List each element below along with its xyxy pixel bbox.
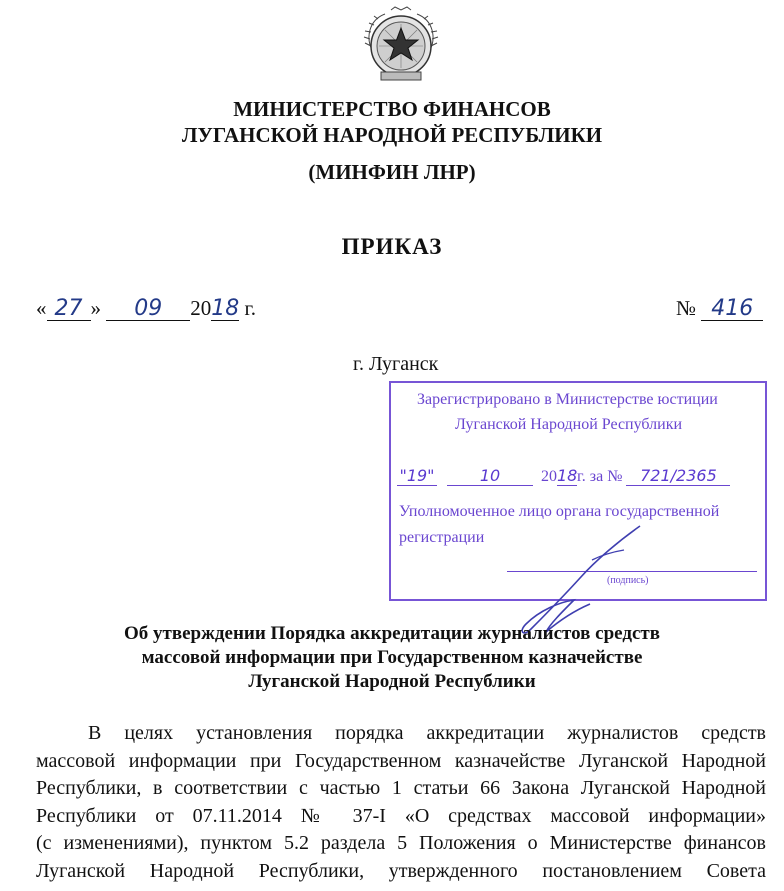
stamp-line1: Зарегистрировано в Министерстве юстиции: [417, 391, 718, 408]
stamp-signature-caption: (подпись): [607, 575, 649, 586]
date-year-unit: г.: [244, 296, 256, 320]
date-month: 09: [106, 298, 190, 321]
body-line: В целях установления порядка аккредитации журналистов средств: [88, 722, 766, 744]
stamp-month: 10: [447, 467, 533, 486]
body-line: Луганской Народной Республики, утвержденного постановлением Совета: [36, 859, 766, 882]
stamp-line2: Луганской Народной Республики: [455, 416, 683, 433]
ministry-short-name: (МИНФИН ЛНР): [308, 160, 476, 184]
title-line1: Об утверждении Порядка аккредитации журналистов средств: [124, 623, 660, 644]
stamp-number-label: за №: [589, 468, 623, 485]
ministry-line1: МИНИСТЕРСТВО ФИНАНСОВ: [233, 97, 551, 121]
body-line: Республики от 07.11.2014 № 37-I «О средствах массовой информации»: [36, 804, 766, 827]
body-line: (с изменениями), пунктом 5.2 раздела 5 Положения о Министерстве финансов: [36, 832, 766, 854]
stamp-date-line: [397, 467, 730, 486]
body-line: массовой информации при Государственном казначействе Луганской Народной: [36, 749, 766, 772]
number-value: 416: [701, 298, 763, 321]
date-close-quote: »: [90, 296, 101, 320]
date-day: 27: [47, 298, 91, 321]
number-sign: №: [676, 296, 697, 320]
document-type: ПРИКАЗ: [341, 234, 443, 259]
stamp-line4: Уполномоченное лицо органа государственной: [399, 503, 720, 520]
stamp-day: "19": [397, 467, 437, 486]
date-year-suffix: 18: [211, 296, 240, 321]
order-date: [36, 296, 256, 321]
body-line: Республики, в соответствии с частью 1 статьи 66 Закона Луганской Народной: [36, 777, 766, 799]
body-text: [36, 720, 766, 885]
state-emblem-icon: [359, 6, 443, 86]
ministry-line2: ЛУГАНСКОЙ НАРОДНОЙ РЕСПУБЛИКИ: [181, 123, 603, 147]
order-title: [0, 622, 784, 694]
date-year-prefix: 20: [190, 296, 212, 320]
ministry-name: [0, 96, 784, 148]
title-line3: Луганской Народной Республики: [248, 671, 536, 692]
stamp-year-prefix: 20: [541, 468, 557, 485]
order-number: [676, 296, 763, 321]
date-open-quote: «: [36, 296, 47, 320]
stamp-year-unit: г.: [577, 468, 586, 485]
stamp-year-suffix: 18: [557, 466, 578, 485]
stamp-reg-number: 721/2365: [626, 467, 730, 486]
stamp-line5: регистрации: [399, 529, 485, 546]
title-line2: массовой информации при Государственном казначействе: [141, 647, 643, 668]
city: г. Луганск: [353, 353, 439, 375]
